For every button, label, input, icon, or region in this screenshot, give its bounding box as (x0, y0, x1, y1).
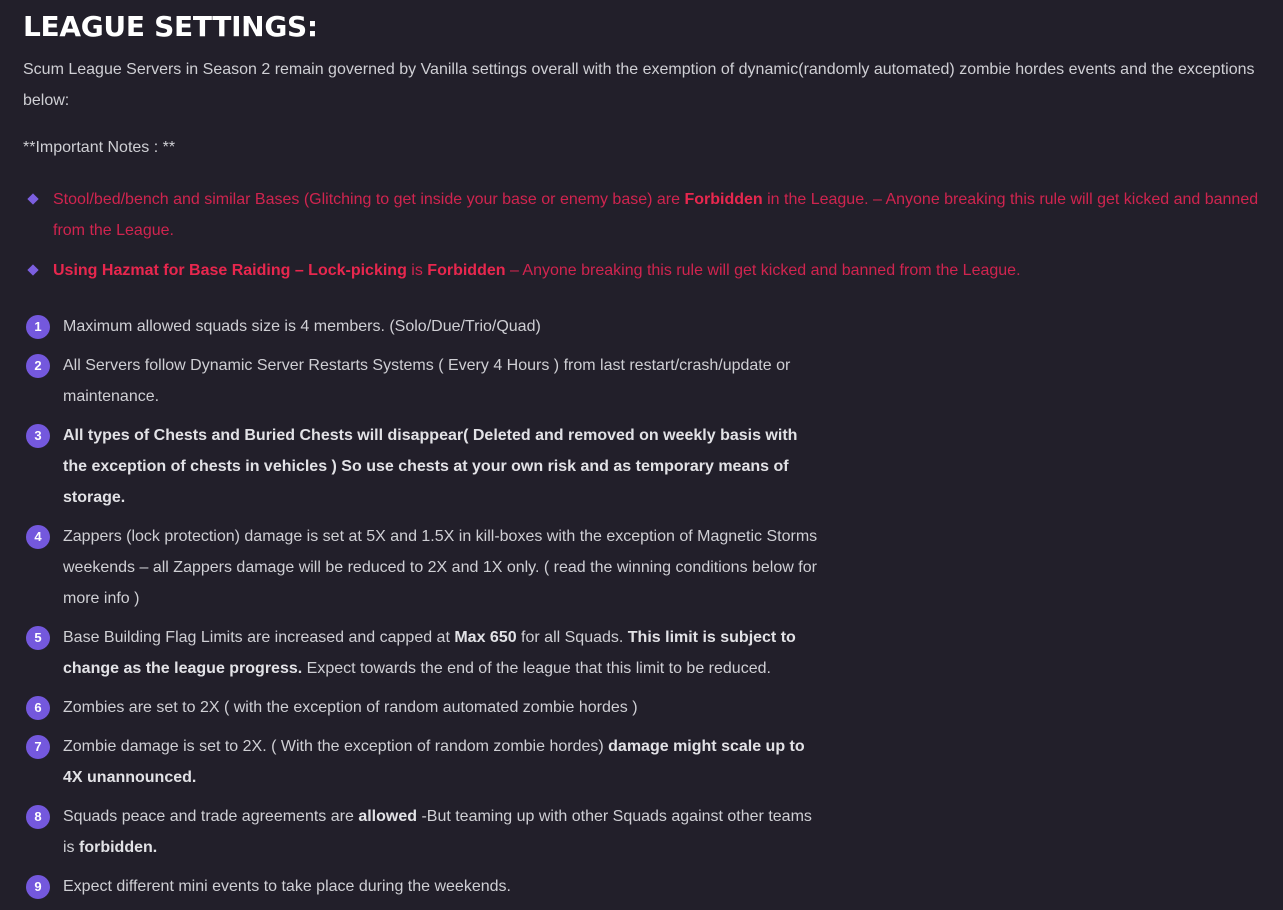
note-text: – Anyone breaking this rule will get kicked and banned from the League. (505, 262, 1021, 279)
note-text: in the League. – Anyone breaking this rule will get kicked and banned from the League. (53, 191, 1259, 239)
rule-text: Zombie damage is set to 2X. ( With the exception of random zombie hordes) (63, 738, 609, 755)
rule-bold-text: This limit is subject to change as the league progress. (63, 629, 796, 677)
important-notes-heading: **Important Notes : ** (23, 139, 176, 156)
rule-bold-text: Max 650 (454, 629, 517, 646)
rule-bold-text: allowed (358, 808, 417, 825)
note-bold: Forbidden (684, 191, 763, 208)
rule-item (23, 692, 823, 723)
important-notes-list (23, 184, 1263, 295)
rule-item (23, 521, 823, 614)
rule-item (23, 420, 823, 513)
diamond-bullet-icon (27, 264, 38, 275)
rule-text: for all Squads. (516, 629, 628, 646)
rules-list (23, 311, 823, 910)
note-item (23, 255, 1263, 286)
number-badge: 6 (26, 696, 50, 720)
page-title: LEAGUE SETTINGS: (23, 10, 318, 43)
number-badge: 7 (26, 735, 50, 759)
number-badge: 5 (26, 626, 50, 650)
intro-paragraph: Scum League Servers in Season 2 remain governed by Vanilla settings overall with the exemption of dynamic(randomly automated) zombie hordes events and the exceptions below: (23, 61, 1255, 109)
note-bold: Forbidden (427, 262, 506, 279)
note-item (23, 184, 1263, 246)
note-text: is (406, 262, 428, 279)
note-bold: Using Hazmat for Base Raiding – Lock-picking (53, 262, 407, 279)
rule-text: Squads peace and trade agreements are (63, 808, 359, 825)
rule-bold-text: All types of Chests and Buried Chests will disappear( Deleted and removed on weekly basis with the exception of chests in vehicles ) So use chests at your own risk and as temporary means of storage. (63, 427, 798, 506)
rule-text: All Servers follow Dynamic Server Restarts Systems ( Every 4 Hours ) from last restart/crash/update or maintenance. (63, 357, 791, 405)
rule-item (23, 801, 823, 863)
number-badge: 2 (26, 354, 50, 378)
rule-item (23, 871, 823, 902)
rule-bold-text: forbidden. (79, 839, 158, 856)
number-badge: 1 (26, 315, 50, 339)
note-text: Stool/bed/bench and similar Bases (Glitching to get inside your base or enemy base) are (53, 191, 685, 208)
number-badge: 4 (26, 525, 50, 549)
rule-bold-text: damage might scale up to 4X unannounced. (63, 738, 805, 786)
number-badge: 3 (26, 424, 50, 448)
rule-text: Expect different mini events to take place during the weekends. (63, 878, 511, 895)
rule-text: Zappers (lock protection) damage is set at 5X and 1.5X in kill-boxes with the exception of Magnetic Storms weekends – all Zappers damage will be reduced to 2X and 1X only. ( read the winning conditions below for more info ) (63, 528, 818, 607)
number-badge: 8 (26, 805, 50, 829)
number-badge: 9 (26, 875, 50, 899)
rule-text: Base Building Flag Limits are increased and capped at (63, 629, 455, 646)
rule-text: Maximum allowed squads size is 4 members. (Solo/Due/Trio/Quad) (63, 318, 541, 335)
rule-text: Expect towards the end of the league that this limit to be reduced. (302, 660, 771, 677)
rule-item (23, 350, 823, 412)
rule-item (23, 731, 823, 793)
rule-item (23, 622, 823, 684)
rule-text: Zombies are set to 2X ( with the exception of random automated zombie hordes ) (63, 699, 638, 716)
diamond-bullet-icon (27, 193, 38, 204)
rule-text: -But teaming up with other Squads against other teams is (63, 808, 812, 856)
rule-item (23, 311, 823, 342)
